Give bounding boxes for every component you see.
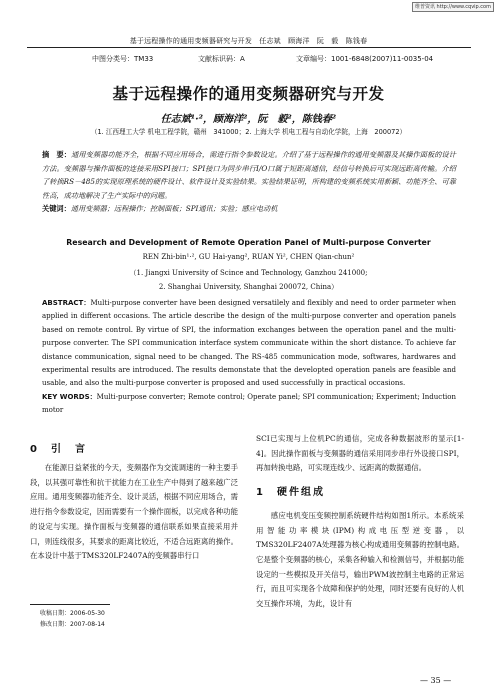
article-dates: [40, 608, 105, 630]
received-date: 收稿日期：2006-05-30: [40, 610, 105, 617]
article-number: 文章编号：1001-6848(2007)11-0035-04: [296, 55, 434, 63]
keywords-en: Multi-purpose converter; Remote control; Operate panel; SPI communication; Experiment; Induction motor: [42, 392, 456, 415]
hardware-paragraph: 感应电机变压变频控制系统硬件结构如图1所示。本系统采用智能功率模块(IPM)构成电压型逆变器，以TMS320LF2407A处理器为核心构成通用变频器的控制电路。它是整个变频器的核心，采集各种输入和检测信号，并根据功能设定的一些模拟及开关信号，输出PWM波控制主电路的正常运行，而且可实现各个故障和保护的处理，同时还要有良好的人机交互操作环境，为此，设计有: [256, 510, 464, 609]
abstract-cn-label: 摘 要：: [42, 150, 72, 159]
abstract-en: [42, 297, 456, 418]
section-intro-heading: 0 引 言: [30, 444, 87, 455]
keywords-cn-label: 关键词：: [42, 204, 71, 213]
abstract-en-text: Multi-purpose converter have been designed versatilely and flexibly and need to order parmeter when applied in different occasions. The article describe the design of the multi-purpose converter and operation panels based on remote control. By virtue of SPI, the information exchanges between the operation panel and the multi-purpose converter. The SPI communication interface system communicate within the short distance. To achieve far distance communication, signal need to be changed. The RS-485 communication mode, softwares, hardwares and experimental results are introduced. The results demonstate that the developted operation panels are feasible and usable, and also the multi-purpose converter is proposed and used successfully in practical occasions.: [42, 299, 456, 388]
header-rule: [27, 47, 471, 48]
right-paragraph-1: SCI已实现与上位机PC的通信，完成各种数据波形的显示[1-4]。因此操作面板与变频器的通信采用同步串行外设接口SPI，再加转换电路，可实现连线少、远距离的数据通信。: [256, 434, 464, 473]
watermark-stamp: 维普资讯 http://www.cqvip.com: [412, 2, 494, 12]
english-affiliation-2: 2. Shanghai University, Shanghai 200072, China）: [158, 283, 339, 291]
abstract-cn: [42, 148, 456, 216]
english-title: Research and Development of Remote Operation Panel of Multi-purpose Converter: [66, 238, 431, 247]
section-hardware-heading: 1 硬件组成: [256, 487, 325, 499]
author-list: 任志斌¹·²，顾海洋²，阮 毅²，陈钱春²: [160, 114, 337, 125]
left-column: [30, 461, 238, 564]
paper-title: 基于远程操作的通用变频器研究与开发: [112, 85, 385, 103]
right-column: [256, 432, 464, 612]
intro-paragraph: 在能源日益紧张的今天，变频器作为交流调速的一种主要手段，以其强可靠性和抗干扰能力在工业生产中得到了越来越广泛应用。通用变频器功能齐全、设计灵活，根据不同应用场合，需进行指令参数设定，因而需要有一个操作面板，以完成各种功能的设定与实现。操作面板与变频器的通信联系如果直接采用并口，则连线很多，其要求的距离比较近，不适合远距离的操作。在本设计中基于TMS320LF2407A的变频器串行口: [30, 463, 238, 561]
abstract-cn-text: 通用变频器功能齐全，根据不同应用场合，需进行指令参数设定。介绍了基于远程操作的通用变频器及其操作面板的设计方法。变频器与操作面板的连接采用SPI接口；SPI接口为同步串行I/O口属于短距离通信，经信号转换后可实现远距离传输。介绍了转换RS－485的实现原理系统的硬件设计、软件设计及实验结果。实验结果证明，所构建的变频系统实用新颖、功能齐全、可靠性高，成功地解决了生产实际中的问题。: [42, 150, 456, 200]
abstract-en-label: ABSTRACT：: [42, 299, 91, 307]
english-authors: REN Zhi-bin¹·², GU Hai-yang², RUAN Yi², CHEN Qian-chun²: [142, 253, 355, 261]
document-code: 文献标识码：A: [198, 55, 245, 63]
revised-date: 修改日期：2007-08-14: [40, 621, 105, 628]
running-header: 基于远程操作的通用变频器研究与开发 任志斌 顾海洋 阮 毅 陈钱春: [129, 37, 368, 45]
clc-number: 中图分类号：TM33: [92, 55, 154, 63]
page-number: — 35 —: [420, 676, 452, 685]
english-affiliation-1: （1. Jiangxi University of Scince and Technology, Ganzhou 241000;: [129, 269, 368, 277]
footnote-rule: [30, 604, 110, 605]
affiliation: （1. 江西理工大学 机电工程学院，赣州 341000；2. 上海大学 机电工程与自动化学院，上海 200072）: [90, 128, 407, 136]
keywords-cn: 通用变频器；远程操作；控制面板；SPI通讯；实验；感应电动机: [70, 204, 278, 213]
keywords-en-label: KEY WORDS：: [42, 392, 97, 401]
